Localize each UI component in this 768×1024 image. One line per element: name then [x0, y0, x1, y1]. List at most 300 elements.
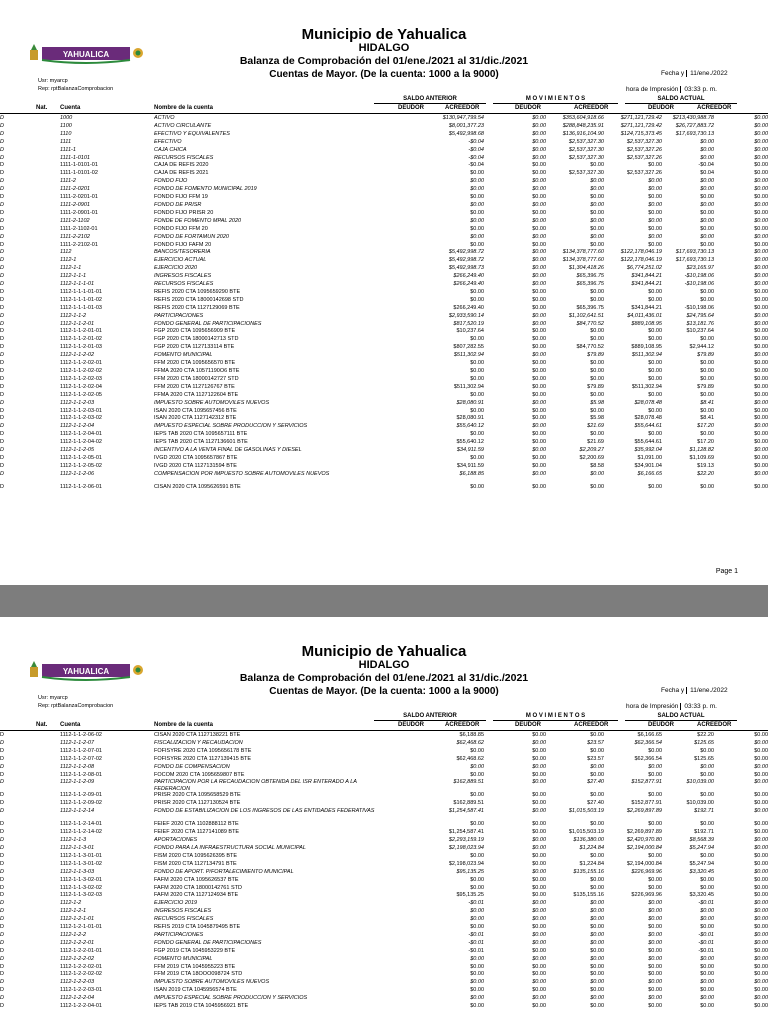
cell-acreedor-act: $0.00	[754, 771, 768, 778]
cell-deudor-act: $0.00	[700, 375, 714, 382]
cell-deudor-mov: $0.00	[590, 987, 604, 994]
cell-nat: D	[0, 747, 4, 754]
cell-nombre: FONDE DE FOMENTO MPAL 2020	[154, 217, 242, 224]
cell-deudor-ant: $0.00	[470, 375, 484, 382]
cell-nombre: RECURSOS FISCALES	[154, 154, 214, 161]
cell-deudor-act: $192.71	[694, 829, 714, 836]
cell-acreedor-ant: $0.00	[532, 217, 546, 224]
col-acreedor-mov: ACREEDOR	[574, 722, 609, 728]
table-row	[0, 987, 768, 995]
cell-nombre: FOMENTO MUNICIPAL	[154, 955, 213, 962]
cell-deudor-ant: $1,254,587.41	[448, 829, 484, 836]
cell-deudor-mov: $0.00	[590, 963, 604, 970]
cell-deudor-mov: $0.00	[590, 1003, 604, 1010]
cell-nat: D	[0, 162, 4, 169]
cell-deudor-act: $13,181.76	[686, 320, 714, 327]
cell-nombre: FONDO DE FORTAMUN 2020	[154, 233, 229, 240]
cell-acreedor-act: $0.00	[754, 201, 768, 208]
cell-acreedor-act: $0.00	[754, 931, 768, 938]
cell-acreedor-act: $0.00	[754, 963, 768, 970]
cell-acreedor-act: $0.00	[754, 876, 768, 883]
cell-nat: D	[0, 209, 4, 216]
table-row	[0, 808, 768, 821]
cell-deudor-act: $0.00	[700, 916, 714, 923]
cell-cuenta: 1112-1-1-2-04	[60, 423, 95, 430]
cell-spacer	[36, 123, 60, 131]
cell-deudor-act: $79.89	[697, 383, 714, 390]
cell-deudor-act: $8.41	[700, 415, 714, 422]
cell-nat: D	[0, 170, 4, 177]
cell-nombre: FONDO FIJO FFM 20	[154, 225, 208, 232]
cell-acreedor-ant: $0.00	[532, 344, 546, 351]
cell-acreedor-mov: $0.00	[648, 763, 662, 770]
cell-deudor-ant: $1,254,587.41	[448, 808, 484, 815]
cell-spacer	[36, 892, 60, 900]
col-nat: Nat.	[36, 722, 48, 728]
table-row	[0, 484, 768, 497]
cell-nombre: ISAN 2020 CTA 1095657456 BTE	[154, 407, 237, 414]
cell-deudor-mov: $2,537,327.30	[568, 170, 604, 177]
table-row	[0, 455, 768, 463]
table-row	[0, 178, 768, 186]
cell-nat: D	[0, 987, 4, 994]
cell-acreedor-ant: $0.00	[532, 779, 546, 786]
cell-deudor-act: $2,944.12	[689, 344, 714, 351]
cell-acreedor-ant: $0.00	[532, 844, 546, 851]
cell-deudor-ant: $162,889.51	[453, 800, 484, 807]
cell-acreedor-mov: $0.00	[648, 241, 662, 248]
cell-spacer	[378, 764, 432, 772]
cell-acreedor-ant: $0.00	[532, 947, 546, 954]
cell-spacer	[378, 202, 432, 210]
report-page-2	[0, 617, 768, 1024]
cell-deudor-ant: $807,282.55	[453, 344, 484, 351]
cell-spacer	[378, 273, 432, 281]
cell-nat: D	[0, 755, 4, 762]
cell-spacer	[378, 384, 432, 392]
cell-deudor-ant: $0.00	[470, 217, 484, 224]
cell-spacer	[36, 226, 60, 234]
cell-deudor-act: -$10,198.06	[684, 304, 714, 311]
cell-spacer	[36, 139, 60, 147]
cell-nat: D	[0, 249, 4, 256]
cell-nombre: FGP 2020 CTA 1127133114 BTE	[154, 344, 235, 351]
table-row	[0, 281, 768, 289]
cell-acreedor-mov: $0.00	[648, 186, 662, 193]
cell-acreedor-ant: $0.00	[532, 201, 546, 208]
cell-nat: D	[0, 955, 4, 962]
cell-spacer	[378, 808, 432, 821]
table-row	[0, 845, 768, 853]
cell-acreedor-act: $0.00	[754, 399, 768, 406]
cell-acreedor-mov: $0.00	[648, 336, 662, 343]
cell-deudor-mov: $0.00	[590, 217, 604, 224]
cell-cuenta: 1112-1-1-2-14-02	[60, 829, 102, 836]
table-row	[0, 979, 768, 987]
cell-deudor-ant: $0.00	[470, 821, 484, 828]
svg-text:YAHUALICA: YAHUALICA	[62, 50, 110, 59]
cell-acreedor-ant: $0.00	[532, 995, 546, 1002]
table-row	[0, 964, 768, 972]
table-row	[0, 352, 768, 360]
cell-deudor-mov: $1,224.84	[579, 860, 604, 867]
cell-deudor-ant: $0.00	[470, 747, 484, 754]
cell-nombre: ISAN 2020 CTA 1127142312 BTE	[154, 415, 237, 422]
col-cuenta: Cuenta	[60, 105, 81, 111]
cell-nombre: FONDO FIJO FAFM 20	[154, 241, 212, 248]
cell-deudor-act: $0.00	[700, 884, 714, 891]
cell-cuenta: 1110	[60, 130, 72, 137]
cell-nat: D	[0, 375, 4, 382]
cell-acreedor-mov: $0.00	[648, 955, 662, 962]
cell-acreedor-ant: $0.00	[532, 900, 546, 907]
table-row	[0, 877, 768, 885]
cell-deudor-act: $17,693,730.13	[675, 249, 714, 256]
cell-cuenta: 1111-2-2102-01	[60, 241, 98, 248]
cell-acreedor-mov: $0.00	[648, 431, 662, 438]
cell-nat: D	[0, 431, 4, 438]
cell-spacer	[378, 463, 432, 471]
table-row	[0, 415, 768, 423]
group-saldo-actual: SALDO ACTUAL	[625, 712, 737, 721]
cell-deudor-ant: $0.00	[470, 876, 484, 883]
report-header	[0, 0, 768, 93]
cell-acreedor-ant: $0.00	[532, 288, 546, 295]
cell-nat: D	[0, 860, 4, 867]
cell-deudor-ant: $95,135.25	[456, 892, 484, 899]
cell-deudor-mov: $0.00	[590, 483, 604, 490]
cell-spacer	[378, 210, 432, 218]
cell-deudor-ant: $0.00	[470, 194, 484, 201]
cell-deudor-ant: $10,237.64	[456, 328, 484, 335]
cell-nat: D	[0, 233, 4, 240]
cell-acreedor-act: $0.00	[754, 995, 768, 1002]
cell-nombre: FGP 2020 CTA 18000142713 STD	[154, 336, 239, 343]
cell-cuenta: 1112-1-1-1	[60, 273, 87, 280]
cell-acreedor-ant: $0.00	[532, 454, 546, 461]
cell-deudor-act: $8.41	[700, 399, 714, 406]
cell-deudor-ant: $0.00	[470, 360, 484, 367]
cell-deudor-ant: $266,249.40	[453, 281, 484, 288]
cell-cuenta: 1112-1-1-2-01-01	[60, 328, 102, 335]
cell-acreedor-mov: $889,108.95	[631, 344, 662, 351]
col-acreedor-mov: ACREEDOR	[574, 105, 609, 111]
cell-deudor-act: $0.00	[700, 368, 714, 374]
cell-nat: D	[0, 900, 4, 907]
cell-spacer	[36, 234, 60, 242]
cell-cuenta: 1112-1-2-1	[60, 908, 87, 915]
cell-spacer	[378, 1003, 432, 1011]
cell-spacer	[378, 732, 432, 740]
cell-nombre: FAFM 2020 CTA 1095626537 BTE	[154, 876, 239, 883]
cell-nat: D	[0, 225, 4, 232]
cell-deudor-mov: $0.00	[590, 194, 604, 201]
cell-deudor-mov: $0.00	[590, 328, 604, 335]
cell-nombre: RECURSOS FISCALES	[154, 916, 214, 923]
cell-acreedor-mov: $0.00	[648, 209, 662, 216]
cell-deudor-mov: $0.00	[590, 162, 604, 169]
cell-nat: D	[0, 178, 4, 185]
cell-acreedor-mov: $341,844.21	[631, 304, 662, 311]
cell-acreedor-ant: $0.00	[532, 800, 546, 807]
cell-nombre: REFIS 2020 CTA 1095659290 BTE	[154, 288, 241, 295]
cell-acreedor-act: $0.00	[754, 779, 768, 786]
cell-cuenta: 1112-1-1-3-01-01	[60, 852, 102, 859]
cell-spacer	[378, 344, 432, 352]
cell-cuenta: 1112-1-2-1-01-01	[60, 924, 102, 931]
cell-nat: D	[0, 771, 4, 778]
table-row	[0, 202, 768, 210]
cell-cuenta: 1112-1-1-1-01	[60, 281, 95, 288]
cell-nombre: REFIS 2020 CTA 1127129069 BTE	[154, 304, 240, 311]
cell-deudor-mov: $79.89	[587, 352, 604, 359]
cell-acreedor-ant: $0.00	[532, 868, 546, 875]
table-row	[0, 210, 768, 218]
cell-acreedor-act: $0.00	[754, 837, 768, 844]
cell-deudor-ant: $2,198,023.94	[448, 844, 484, 851]
report-id-label: Rep: rptBalanzaComprobacion	[38, 703, 114, 709]
cell-cuenta: 1112-1-2-2-04	[60, 995, 95, 1002]
cell-cuenta: 1112-1-1-2-07-02	[60, 755, 102, 762]
table-row	[0, 265, 768, 273]
cell-acreedor-act: $0.00	[754, 454, 768, 461]
cell-cuenta: 1111-1-0101-01	[60, 162, 98, 169]
cell-nombre: FONDO FIJO FFM 19	[154, 194, 208, 201]
cell-nombre: FFMA 2020 CTA 1127122604 BTE	[154, 391, 239, 398]
cell-deudor-ant: $0.00	[470, 792, 484, 799]
cell-acreedor-ant: $0.00	[532, 265, 546, 272]
cell-acreedor-ant: $0.00	[532, 876, 546, 883]
cell-acreedor-mov: $62,366.54	[634, 755, 662, 762]
cell-nombre: FONDO DE PRISR	[154, 201, 202, 208]
table-row	[0, 392, 768, 400]
cell-spacer	[378, 415, 432, 423]
cell-acreedor-ant: $0.00	[532, 739, 546, 746]
report-id-label: Rep: rptBalanzaComprobacion	[38, 86, 114, 92]
cell-acreedor-mov: $0.00	[648, 924, 662, 931]
cell-spacer	[378, 995, 432, 1003]
cell-spacer	[378, 408, 432, 416]
cell-spacer	[36, 885, 60, 893]
cell-acreedor-act: $0.00	[754, 808, 768, 815]
cell-acreedor-act: $0.00	[754, 375, 768, 382]
cell-deudor-ant: $0.00	[470, 288, 484, 295]
table-row	[0, 956, 768, 964]
table-row	[0, 257, 768, 265]
cell-nombre: IMPUESTO ESPECIAL SOBRE PRODUCCION Y SERVICIOS	[154, 423, 308, 430]
cell-acreedor-ant: $0.00	[532, 257, 546, 264]
cell-acreedor-act: $0.00	[754, 186, 768, 193]
cell-acreedor-mov: $1,091.00	[637, 454, 662, 461]
table-row	[0, 869, 768, 877]
group-saldo-actual: SALDO ACTUAL	[625, 95, 737, 104]
cell-nat: D	[0, 312, 4, 319]
cell-deudor-act: $0.00	[700, 747, 714, 754]
table-row	[0, 321, 768, 329]
cell-nombre: FOCOM 2020 CTA 1095659807 BTE	[154, 771, 245, 778]
cell-nat: D	[0, 146, 4, 153]
cell-acreedor-ant: $0.00	[532, 368, 546, 374]
cell-spacer	[36, 471, 60, 484]
table-row	[0, 431, 768, 439]
cell-cuenta: 1111-1-0101	[60, 154, 90, 161]
cell-spacer	[378, 956, 432, 964]
cell-deudor-act: $0.00	[700, 241, 714, 248]
cell-deudor-act: $10,039.00	[686, 779, 714, 786]
cell-spacer	[36, 995, 60, 1003]
cell-deudor-act: $3,320.45	[689, 892, 714, 899]
cell-acreedor-act: $0.00	[754, 265, 768, 272]
cell-deudor-ant: $130,947,799.54	[442, 115, 484, 121]
cell-spacer	[378, 892, 432, 900]
cell-deudor-mov: $0.00	[590, 368, 604, 374]
cell-spacer	[378, 792, 432, 800]
cell-deudor-mov: $84,770.52	[576, 320, 604, 327]
cell-spacer	[36, 900, 60, 908]
cell-nat: D	[0, 328, 4, 335]
cell-deudor-mov: $0.00	[590, 876, 604, 883]
cell-acreedor-act: $0.00	[754, 170, 768, 177]
cell-deudor-mov: $0.00	[590, 225, 604, 232]
cell-deudor-ant: $0.00	[470, 201, 484, 208]
group-saldo-anterior: SALDO ANTERIOR	[374, 95, 486, 104]
cell-acreedor-act: $0.00	[754, 194, 768, 201]
cell-acreedor-ant: $0.00	[532, 352, 546, 359]
table-row	[0, 273, 768, 281]
cell-deudor-mov: $0.00	[590, 924, 604, 931]
cell-deudor-ant: $0.00	[470, 955, 484, 962]
cell-acreedor-act: $0.00	[754, 122, 768, 129]
cell-acreedor-ant: $0.00	[532, 483, 546, 490]
cell-spacer	[378, 297, 432, 305]
cell-spacer	[378, 313, 432, 321]
table-row	[0, 792, 768, 800]
cell-acreedor-act: $0.00	[754, 747, 768, 754]
cell-cuenta: 1111-2-0201-01	[60, 194, 98, 201]
cell-acreedor-act: $0.00	[754, 462, 768, 469]
table-row	[0, 131, 768, 139]
cell-deudor-mov: $0.00	[590, 792, 604, 799]
cell-deudor-mov: $0.00	[590, 979, 604, 986]
report-range: Cuentas de Mayor. (De la cuenta: 1000 a la 9000)	[269, 69, 499, 80]
cell-acreedor-mov: $0.00	[648, 407, 662, 414]
column-headers	[0, 104, 768, 114]
cell-acreedor-ant: $0.00	[532, 771, 546, 778]
cell-acreedor-act: $0.00	[754, 892, 768, 899]
cell-deudor-act: $0.00	[700, 194, 714, 201]
table-row	[0, 249, 768, 257]
cell-nombre: BANCOS/TESORERIA	[154, 249, 211, 256]
cell-deudor-ant: $162,889.51	[453, 779, 484, 786]
cell-deudor-mov: $5.98	[590, 415, 604, 422]
cell-acreedor-act: $0.00	[754, 130, 768, 137]
cell-nat: D	[0, 821, 4, 828]
balance-table-page-2	[0, 732, 768, 1011]
cell-cuenta: 1112-1-1-2-02-01	[60, 360, 102, 367]
report-title: Municipio de Yahualica	[301, 26, 467, 43]
cell-nombre: CAJA CHICA	[154, 146, 187, 153]
cell-acreedor-mov: $0.00	[648, 1003, 662, 1010]
cell-deudor-act: -$10,198.06	[684, 273, 714, 280]
cell-nat: D	[0, 829, 4, 836]
cell-acreedor-ant: $0.00	[532, 399, 546, 406]
col-nat: Nat.	[36, 105, 48, 111]
col-acreedor-act: ACREEDOR	[697, 722, 732, 728]
cell-spacer	[378, 242, 432, 250]
cell-deudor-ant: $2,198,023.94	[448, 860, 484, 867]
cell-acreedor-mov: $511,302.94	[631, 383, 662, 390]
cell-spacer	[378, 170, 432, 178]
table-row	[0, 971, 768, 979]
cell-deudor-ant: $0.00	[470, 963, 484, 970]
cell-acreedor-ant: $0.00	[532, 154, 546, 161]
cell-acreedor-act: $0.00	[754, 916, 768, 923]
cell-deudor-ant: $34,911.59	[456, 447, 484, 454]
cell-spacer	[36, 971, 60, 979]
cell-acreedor-mov: $0.00	[648, 987, 662, 994]
cell-acreedor-mov: $55,644.61	[634, 439, 662, 446]
cell-cuenta: 1112-1-1-2-01-03	[60, 344, 102, 351]
cell-nombre: FFM 2019 CTA 18OOO098724 STD	[154, 971, 243, 978]
cell-nat: D	[0, 779, 4, 786]
cell-nat: D	[0, 368, 4, 374]
cell-acreedor-ant: $0.00	[532, 916, 546, 923]
cell-spacer	[378, 281, 432, 289]
cell-spacer	[378, 829, 432, 837]
cell-deudor-mov: $1,304,418.26	[568, 265, 604, 272]
cell-deudor-ant: $8,001,377.23	[448, 122, 484, 129]
cell-spacer	[378, 249, 432, 257]
cell-deudor-ant: $5,492,998.68	[448, 130, 484, 137]
cell-nombre: COMPENSACION POR IMPUESTO SOBRE AUTOMOVILES NUEVOS	[154, 470, 330, 477]
cell-spacer	[36, 772, 60, 780]
cell-spacer	[378, 900, 432, 908]
cell-acreedor-act: $0.00	[754, 423, 768, 430]
cell-acreedor-ant: $0.00	[532, 755, 546, 762]
table-row	[0, 885, 768, 893]
cell-nat: D	[0, 415, 4, 422]
cell-cuenta: 1112-1-1-2-09	[60, 779, 95, 786]
cell-deudor-mov: $0.00	[590, 916, 604, 923]
report-subtitle: Balanza de Comprobación del 01/ene./2021 al 31/dic./2021	[239, 55, 529, 67]
cell-acreedor-ant: $0.00	[532, 115, 546, 121]
cell-deudor-act: $0.00	[700, 201, 714, 208]
table-row	[0, 772, 768, 780]
cell-spacer	[36, 115, 60, 123]
cell-spacer	[378, 971, 432, 979]
col-deudor-act: DEUDOR	[648, 105, 675, 111]
table-row	[0, 147, 768, 155]
table-row	[0, 162, 768, 170]
cell-deudor-mov: $84,770.52	[576, 344, 604, 351]
cell-nat: D	[0, 963, 4, 970]
cell-deudor-act: $0.00	[700, 233, 714, 240]
cell-spacer	[36, 281, 60, 289]
cell-cuenta: 1112-1-2-2-04-01	[60, 1003, 102, 1010]
cell-cuenta: 1112-1-1-2-14-01	[60, 821, 102, 828]
cell-deudor-mov: $0.00	[590, 747, 604, 754]
cell-acreedor-act: $0.00	[754, 115, 768, 121]
cell-nat: D	[0, 122, 4, 129]
column-groups	[0, 712, 768, 721]
cell-cuenta: 1112-1-1-3-01	[60, 844, 95, 851]
cell-cuenta: 1111-2	[60, 178, 76, 185]
cell-acreedor-ant: $0.00	[532, 908, 546, 915]
cell-nat: D	[0, 201, 4, 208]
table-row	[0, 764, 768, 772]
cell-cuenta: 1112-1-1-3-02-02	[60, 884, 102, 891]
cell-acreedor-act: $0.00	[754, 971, 768, 978]
